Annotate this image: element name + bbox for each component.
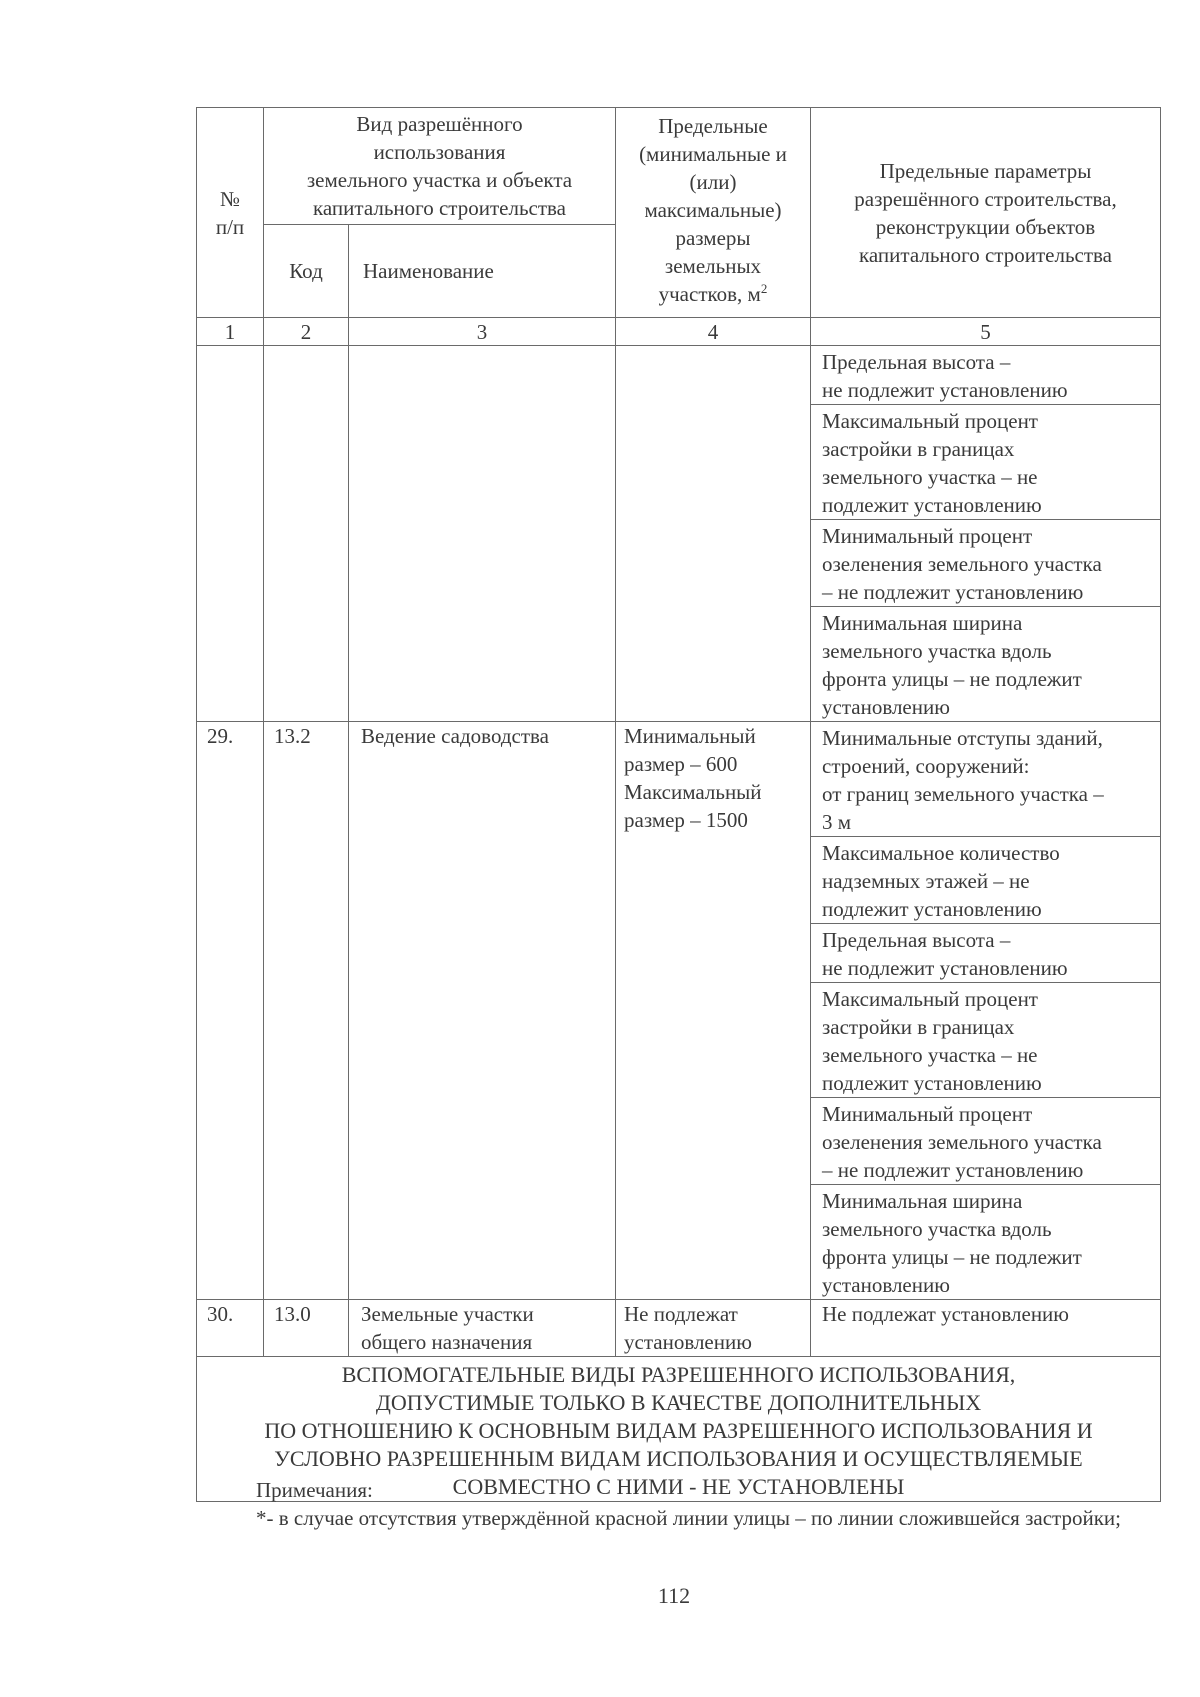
header-use-line: Вид разрешённого xyxy=(356,112,523,136)
row-parameters xyxy=(811,346,1161,722)
parameter-item xyxy=(811,722,1160,837)
row-name xyxy=(349,1300,616,1357)
header-name xyxy=(349,225,616,318)
column-number: 1 xyxy=(197,318,264,346)
header-size-line: земельных xyxy=(664,254,762,278)
row-parameters xyxy=(811,722,1161,1300)
note-item: *- в случае отсутствия утверждённой красной линии улицы – по линии сложившейся застройки; xyxy=(256,1506,1121,1530)
header-parameters xyxy=(811,108,1161,318)
row-name xyxy=(349,722,616,1300)
header-size-line: максимальные) xyxy=(644,198,782,222)
parameter-line: – не подлежит установлению xyxy=(822,1158,1084,1182)
parameter-line: земельного участка – не xyxy=(822,1043,1038,1067)
table-row xyxy=(197,346,1161,722)
notes-title: Примечания: xyxy=(256,1478,373,1502)
header-plot-size xyxy=(616,108,811,318)
header-params-line: капитального строительства xyxy=(859,242,1112,267)
header-params-line: разрешённого строительства, xyxy=(854,186,1117,211)
parameter-line: подлежит установлению xyxy=(822,897,1042,921)
parameter-item xyxy=(811,1098,1160,1185)
header-code: Код xyxy=(264,225,349,318)
header-size-last-line xyxy=(620,280,806,308)
row-parameters xyxy=(811,1300,1161,1357)
column-number: 3 xyxy=(349,318,616,346)
header-params-line: Предельные параметры xyxy=(879,158,1092,183)
parameter-line: установлению xyxy=(822,1273,950,1297)
table-header-row xyxy=(197,108,1161,225)
parameter-line: не подлежит установлению xyxy=(822,956,1068,980)
header-number-line-1: № xyxy=(219,186,241,211)
column-number: 5 xyxy=(811,318,1161,346)
header-size-line: (минимальные и xyxy=(639,142,787,166)
parameter-line: земельного участка вдоль xyxy=(822,1217,1052,1241)
row-number xyxy=(197,346,264,722)
parameter-line: застройки в границах xyxy=(822,437,1015,461)
parameter-line: Предельная высота – xyxy=(822,928,1011,952)
parameter-line: подлежит установлению xyxy=(822,493,1042,517)
parameter-line: от границ земельного участка – xyxy=(822,782,1104,806)
row-size-line: установлению xyxy=(624,1330,752,1354)
header-size-line: размеры xyxy=(675,226,751,250)
parameter-line: Минимальная ширина xyxy=(822,1189,1023,1213)
row-number: 30. xyxy=(197,1300,264,1357)
row-size-line: размер – 600 xyxy=(624,752,738,776)
parameter-line: – не подлежит установлению xyxy=(822,580,1084,604)
row-code xyxy=(264,346,349,722)
header-params-line: реконструкции объектов xyxy=(875,214,1096,239)
parameter-item xyxy=(811,983,1160,1098)
parameter-item xyxy=(811,607,1160,721)
banner-line: ВСПОМОГАТЕЛЬНЫЕ ВИДЫ РАЗРЕШЕННОГО ИСПОЛЬЗОВАНИЯ, xyxy=(341,1362,1016,1387)
parameter-line: Максимальное количество xyxy=(822,841,1060,865)
parameter-item xyxy=(811,837,1160,924)
parameter-line: строений, сооружений: xyxy=(822,754,1030,778)
row-size-line: Минимальный xyxy=(624,724,756,748)
column-number-row xyxy=(197,318,1161,346)
header-size-line: Предельные xyxy=(658,114,768,138)
row-name xyxy=(349,346,616,722)
parameter-line: надземных этажей – не xyxy=(822,869,1030,893)
parameter-line: Минимальный процент xyxy=(822,524,1033,548)
page-number: 112 xyxy=(657,1583,691,1608)
parameter-line: фронта улицы – не подлежит xyxy=(822,1245,1082,1269)
row-code: 13.2 xyxy=(264,722,349,1300)
parameter-item xyxy=(811,1185,1160,1299)
row-size xyxy=(616,722,811,1300)
header-size-line: (или) xyxy=(689,170,737,194)
parameter-line: Минимальные отступы зданий, xyxy=(822,726,1103,750)
header-size-superscript: 2 xyxy=(760,281,768,296)
column-number: 2 xyxy=(264,318,349,346)
header-name-label: Наименование xyxy=(363,259,494,283)
row-number: 29. xyxy=(197,722,264,1300)
parameter-line: фронта улицы – не подлежит xyxy=(822,667,1082,691)
row-size-line: размер – 1500 xyxy=(624,808,748,832)
parameter-line: Не подлежат установлению xyxy=(822,1302,1069,1326)
parameter-line: озеленения земельного участка xyxy=(822,1130,1102,1154)
row-size xyxy=(616,346,811,722)
row-size-line: Не подлежат xyxy=(624,1302,738,1326)
table-row xyxy=(197,722,1161,1300)
parameter-item xyxy=(811,346,1160,405)
table-row xyxy=(197,1300,1161,1357)
header-size-units: участков, м xyxy=(658,282,761,306)
header-use-line: капитального строительства xyxy=(313,196,566,220)
parameter-line: Предельная высота – xyxy=(822,350,1011,374)
parameter-item xyxy=(811,520,1160,607)
header-use-line: земельного участка и объекта xyxy=(306,168,573,192)
parameter-line: Максимальный процент xyxy=(822,987,1038,1011)
parameter-line: Минимальная ширина xyxy=(822,611,1023,635)
row-size xyxy=(616,1300,811,1357)
row-code: 13.0 xyxy=(264,1300,349,1357)
row-name-line: Земельные участки xyxy=(361,1302,534,1326)
banner-line: УСЛОВНО РАЗРЕШЕННЫМ ВИДАМ ИСПОЛЬЗОВАНИЯ И ОСУЩЕСТВЛЯЕМЫЕ xyxy=(274,1446,1083,1471)
header-use-group xyxy=(264,108,616,225)
parameter-line: земельного участка вдоль xyxy=(822,639,1052,663)
banner-line: ПО ОТНОШЕНИЮ К ОСНОВНЫМ ВИДАМ РАЗРЕШЕННОГО ИСПОЛЬЗОВАНИЯ И xyxy=(264,1418,1093,1443)
parameter-line: Максимальный процент xyxy=(822,409,1038,433)
regulations-table xyxy=(196,107,1161,1502)
banner-line: ДОПУСТИМЫЕ ТОЛЬКО В КАЧЕСТВЕ ДОПОЛНИТЕЛЬНЫХ xyxy=(375,1390,982,1415)
row-size-line: Максимальный xyxy=(624,780,762,804)
parameter-item xyxy=(811,405,1160,520)
header-use-line: использования xyxy=(373,140,506,164)
parameter-line: застройки в границах xyxy=(822,1015,1015,1039)
column-number: 4 xyxy=(616,318,811,346)
parameter-item xyxy=(811,924,1160,983)
row-name-line: общего назначения xyxy=(361,1330,533,1354)
notes-section xyxy=(196,1476,1160,1532)
header-number-line-2: п/п xyxy=(215,214,245,239)
parameter-line: установлению xyxy=(822,695,950,719)
parameter-line: земельного участка – не xyxy=(822,465,1038,489)
banner-line: СОВМЕСТНО С НИМИ - НЕ УСТАНОВЛЕНЫ xyxy=(452,1474,905,1499)
parameter-line: не подлежит установлению xyxy=(822,378,1068,402)
parameter-line: Минимальный процент xyxy=(822,1102,1033,1126)
parameter-line: подлежит установлению xyxy=(822,1071,1042,1095)
parameter-line: 3 м xyxy=(822,810,852,834)
row-name-line: Ведение садоводства xyxy=(361,724,549,748)
header-number xyxy=(197,108,264,318)
parameter-line: озеленения земельного участка xyxy=(822,552,1102,576)
